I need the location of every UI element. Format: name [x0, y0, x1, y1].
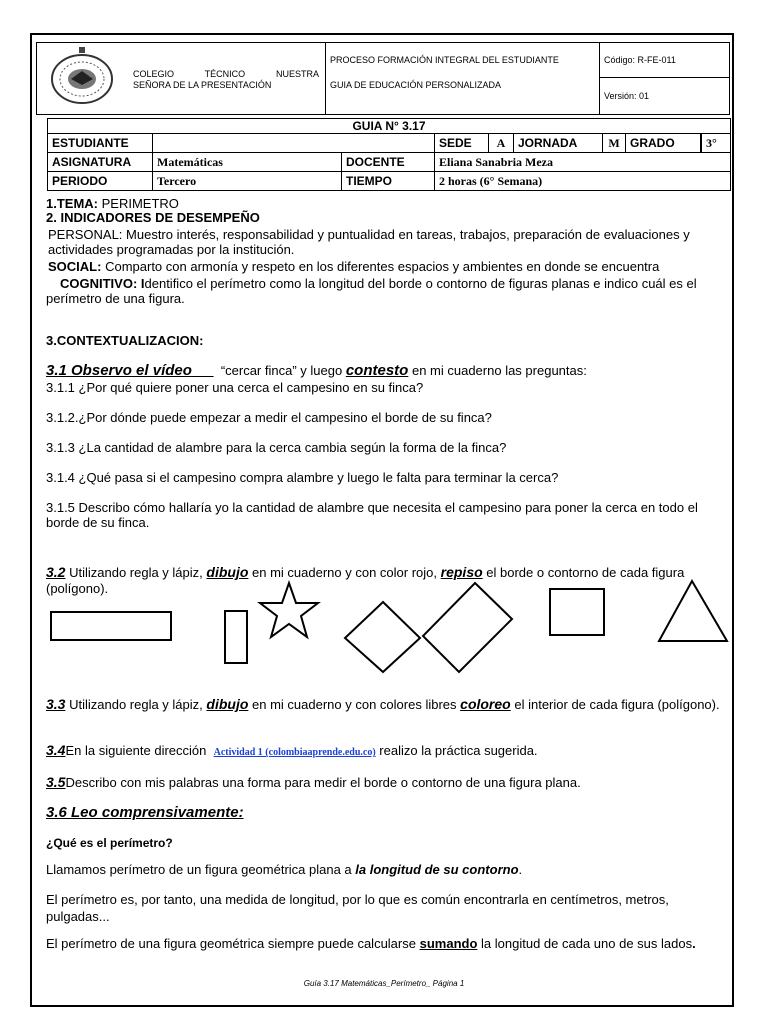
- rectangle-shape: [51, 612, 171, 640]
- triangle-shape: [659, 581, 727, 641]
- s33-num: 3.3: [46, 696, 66, 712]
- school-cell: [37, 43, 326, 115]
- question-5: 3.1.5 Describo cómo hallaría yo la cantidad de alambre que necesita el campesino para poner la cerca en todo el borde de su finca.: [46, 500, 698, 530]
- s32-text-a: Utilizando regla y lápiz,: [69, 565, 203, 580]
- section-3-6-title: 3.6 Leo comprensivamente:: [46, 804, 244, 821]
- p1-text-c: .: [518, 862, 523, 877]
- activity-link[interactable]: Actividad 1 (colombiaaprende.edu.co): [213, 747, 376, 758]
- school-name-line1: COLEGIO TÉCNICO NUESTRA: [133, 69, 319, 79]
- p3-text-d: .: [692, 936, 696, 951]
- s31-contesto: contesto: [345, 362, 409, 379]
- guide-type-cell: GUIA DE EDUCACIÓN PERSONALIZADA: [326, 78, 600, 115]
- estudiante-label: ESTUDIANTE: [48, 134, 153, 153]
- s34-text-a: En la siguiente dirección: [65, 743, 207, 758]
- s31-title: 3.1 Observo el vídeo: [46, 362, 192, 379]
- tema-label: 1.TEMA:: [46, 196, 98, 211]
- question-4: 3.1.4 ¿Qué pasa si el campesino compra alambre y luego le falta para terminar la cerca?: [46, 470, 559, 485]
- version-cell: Versión: 01: [600, 78, 730, 115]
- s34-text-b: realizo la práctica sugerida.: [379, 743, 538, 758]
- school-name-line2: SEÑORA DE LA PRESENTACIÓN: [133, 80, 272, 90]
- tema-value: PERIMETRO: [101, 196, 179, 211]
- jornada-label: JORNADA: [514, 134, 603, 152]
- tiempo-label: TIEMPO: [342, 172, 435, 191]
- rhombus-shape: [423, 583, 512, 672]
- diamond-shape: [345, 602, 420, 672]
- s32-text-b: en mi cuaderno y con color rojo,: [252, 565, 438, 580]
- docente-value: Eliana Sanabria Meza: [435, 153, 731, 172]
- cognitivo-indicator: [46, 276, 720, 306]
- s33-text-a: Utilizando regla y lápiz,: [69, 697, 203, 712]
- s32-dibujo: dibujo: [206, 564, 249, 580]
- school-seal-icon: [49, 47, 115, 105]
- perimeter-question: ¿Qué es el perímetro?: [46, 836, 173, 850]
- indicadores-section: [46, 197, 720, 306]
- section-3-1: [46, 362, 726, 379]
- star-shape: [260, 583, 318, 637]
- social-indicator: [46, 259, 720, 274]
- asignatura-value: Matemáticas: [153, 153, 342, 172]
- indicadores-title: 2. INDICADORES DE DESEMPEÑO: [46, 210, 260, 225]
- paragraph-1: [46, 862, 522, 877]
- periodo-label: PERIODO: [48, 172, 153, 191]
- question-2: 3.1.2.¿Por dónde puede empezar a medir el campesino el borde de su finca?: [46, 410, 492, 425]
- periodo-value: Tercero: [153, 172, 342, 191]
- square-shape: [550, 589, 604, 635]
- tall-rectangle-shape: [225, 611, 247, 663]
- sede-label: SEDE: [435, 134, 489, 153]
- s35-text: Describo con mis palabras una forma para medir el borde o contorno de una figura plana.: [65, 775, 581, 790]
- s33-coloreo: coloreo: [460, 696, 511, 712]
- s31-rest: en mi cuaderno las preguntas:: [411, 363, 587, 378]
- code-cell: Código: R-FE-011: [600, 43, 730, 78]
- s32-num: 3.2: [46, 564, 66, 580]
- section-3-4: [46, 743, 538, 760]
- s32-text-c: el borde o contorno de cada figura (polígono).: [46, 565, 685, 596]
- s33-text-c: el interior de cada figura (polígono).: [514, 697, 720, 712]
- p3-text-a: El perímetro de una figura geométrica siempre puede calcularse: [46, 936, 416, 951]
- cognitivo-label: COGNITIVO: I: [60, 276, 145, 291]
- s34-num: 3.4: [46, 742, 66, 758]
- estudiante-value: [153, 134, 435, 153]
- p1-emphasis: la longitud de su contorno: [355, 862, 519, 877]
- social-text: Comparto con armonía y respeto en los diferentes espacios y ambientes en donde se encuentra: [105, 259, 660, 274]
- s32-repiso: repiso: [440, 564, 483, 580]
- section-3-3: [46, 696, 722, 713]
- asignatura-label: ASIGNATURA: [48, 153, 153, 172]
- paragraph-2: El perímetro es, por tanto, una medida de longitud, por lo que es común encontrarla en centímetros, metros, pulgadas...: [46, 892, 669, 924]
- guide-info-table: [47, 118, 731, 191]
- header-table: [36, 42, 730, 115]
- contexto-title: 3.CONTEXTUALIZACION:: [46, 333, 204, 348]
- shapes-figure: [40, 578, 730, 678]
- grado-value: 3°: [702, 134, 731, 153]
- cognitivo-text: dentifico el perímetro como la longitud del borde o contorno de figuras planas e indico cuál es el perímetro de una figura.: [46, 276, 697, 306]
- guide-title: GUIA N° 3.17: [48, 119, 731, 134]
- p3-text-c: la longitud de cada uno de sus lados: [481, 936, 693, 951]
- p1-text-a: Llamamos perímetro de un figura geométrica plana a: [46, 862, 352, 877]
- s33-dibujo: dibujo: [206, 696, 249, 712]
- sede-value: A: [489, 134, 514, 153]
- s35-num: 3.5: [46, 774, 66, 790]
- process-cell: PROCESO FORMACIÓN INTEGRAL DEL ESTUDIANTE: [326, 43, 600, 78]
- section-3-5: [46, 775, 581, 790]
- s31-video: “cercar finca” y luego: [220, 363, 343, 378]
- p3-sumando: sumando: [419, 936, 478, 951]
- page-footer: Guía 3.17 Matemáticas_Perímetro_ Página 1: [303, 979, 465, 988]
- s33-text-b: en mi cuaderno y con colores libres: [252, 697, 457, 712]
- paragraph-3: [46, 936, 722, 952]
- social-label: SOCIAL:: [48, 259, 102, 274]
- docente-label: DOCENTE: [342, 153, 435, 172]
- tiempo-value: 2 horas (6° Semana): [435, 172, 731, 191]
- grado-label: GRADO: [626, 134, 701, 152]
- jornada-value: M: [603, 134, 626, 152]
- question-3: 3.1.3 ¿La cantidad de alambre para la cerca cambia según la forma de la finca?: [46, 440, 507, 455]
- question-1: 3.1.1 ¿Por qué quiere poner una cerca el campesino en su finca?: [46, 380, 424, 395]
- personal-indicator: PERSONAL: Muestro interés, responsabilidad y puntualidad en tareas, trabajos, preparación de evaluaciones y actividades programadas por la institución.: [48, 227, 690, 257]
